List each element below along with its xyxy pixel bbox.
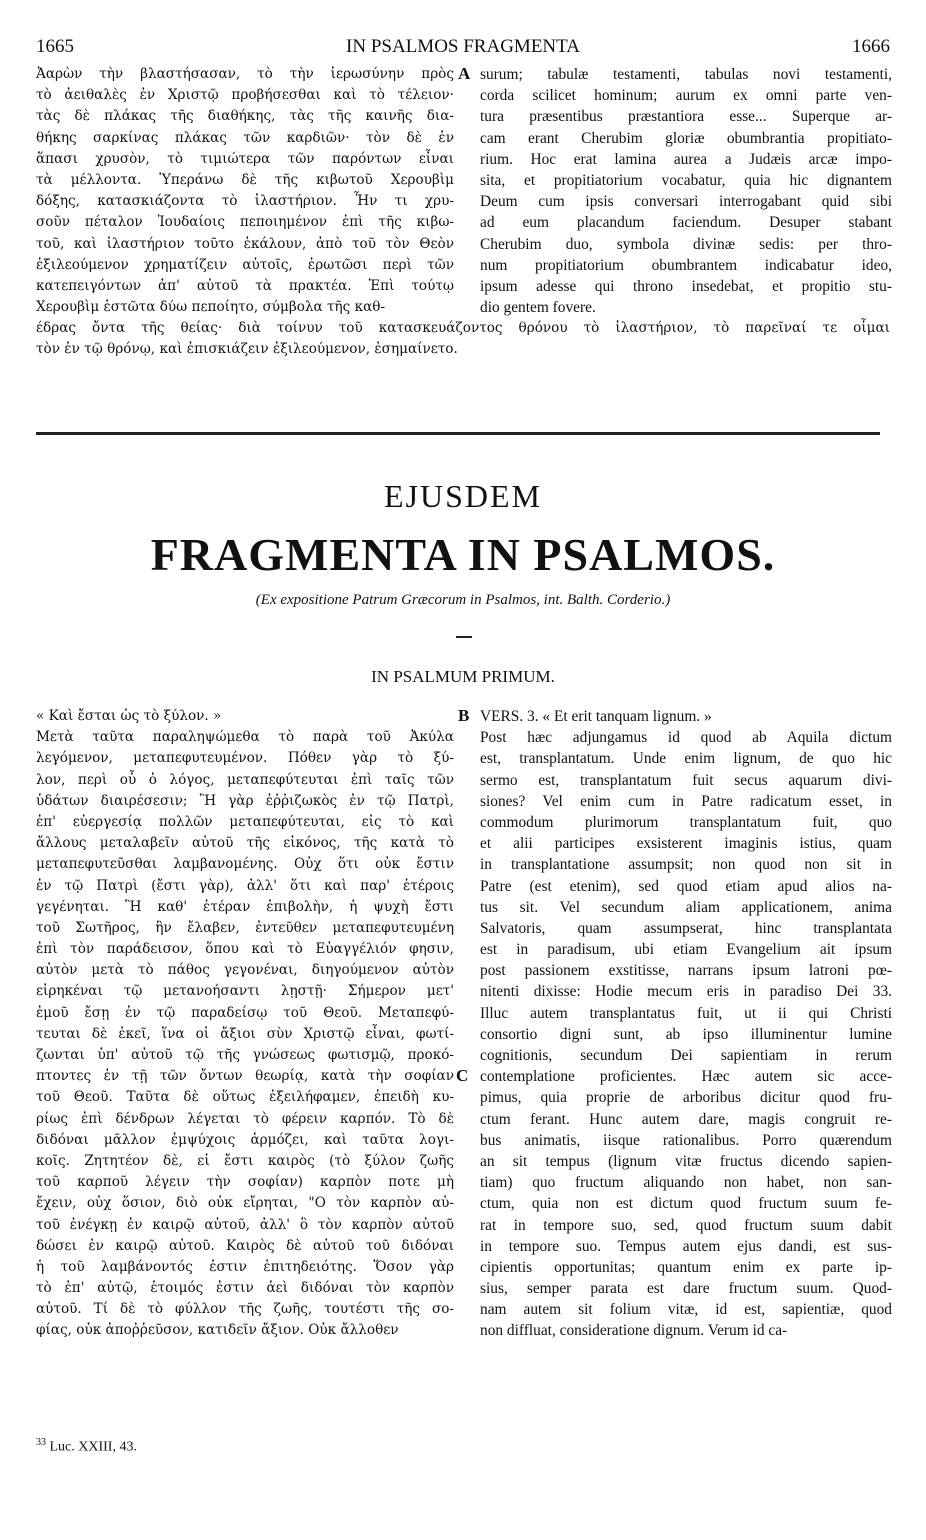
text-line: in tempore suo. Tempus autem ejus dandi, est sus- xyxy=(480,1237,892,1255)
text-line: in transplantatione assumpsit; non quod non sit in xyxy=(480,856,892,874)
text-line: τὰς δὲ πλάκας τῆς διαθήκης, τὰς τῆς καινῆς δια- xyxy=(36,108,454,125)
margin-marker-a: A xyxy=(458,64,471,83)
text-line: τευται δὲ ἐκεῖ, ἵνα οἱ ἄξιοι σὺν Χριστῷ εἶναι, φωτί- xyxy=(36,1025,454,1042)
text-line: φίας, οὐκ ἀποῤῥεῦσον, κατιδεῖν ἄξιον. Οὐκ ἄλλοθεν xyxy=(36,1322,399,1339)
text-line: non diffluat, consideratione dignum. Verum id ca- xyxy=(480,1322,788,1340)
text-line: VERS. 3. « Et erit tanquam lignum. » xyxy=(480,708,712,725)
text-line: ἐν τῷ Πατρὶ (ἔστι γὰρ), ἀλλ' ὅτι καὶ παρ' ἑτέροις xyxy=(36,877,454,894)
text-line: ad eum placandum faciendum. Desuper stabant xyxy=(480,214,892,232)
text-line: λεγόμενον, μεταπεφυτευμένον. Πόθεν γὰρ τὸ ξύ- xyxy=(36,750,454,767)
text-line: μεταπεφυτεῦσθαι λαμβανομένης. Οὐχ ὅτι οὐκ ἔστιν xyxy=(36,856,454,873)
text-line: σοῦν πέταλον Ἰουδαίοις πεποιημένον ἐπὶ τῆς κιβω- xyxy=(36,214,454,231)
top-greek-column xyxy=(36,64,454,318)
text-line: consortio digni sunt, ab ipso illuminentur lumine xyxy=(480,1025,892,1043)
text-line: sita, et propitiatorium vocabatur, quia hic dignantem xyxy=(480,171,892,189)
text-line: τὸ ἀειθαλὲς ἐν Χριστῷ προβήσεσθαι καὶ τὸ τέλειον· xyxy=(36,87,454,104)
main-greek-column xyxy=(36,706,454,1342)
text-line: τοῦ, καὶ ἱλαστήριον τοῦτο ἐκάλουν, ἀπὸ τοῦ τὸν Θεὸν xyxy=(36,235,454,252)
text-line: ζωνται ὑπ' αὐτοῦ τῷ τῆς γνώσεως φωτισμῷ, προκό- xyxy=(36,1047,454,1063)
short-divider xyxy=(456,636,472,638)
text-line: ctum ferant. Hunc autem dare, magis congruit re- xyxy=(480,1110,892,1128)
text-line: τὸν ἐν τῷ θρόνῳ, καὶ ἐπισκιάζειν ἐξιλεούμενον, ἐσημαίνετο. xyxy=(36,341,458,358)
text-line: ἔχειν, οὐχ ὅσιον, διὸ οὐκ εἴρηται, "Ο τὸν καρπὸν αὐ- xyxy=(36,1195,454,1212)
text-line: ἡ τοῦ λαμβάνοντός ἐστιν ἐπιτηδειότης. Ὅσον γὰρ xyxy=(36,1258,454,1275)
title-fragmenta: FRAGMENTA IN PSALMOS. xyxy=(150,529,776,580)
text-line: ἅπασι χρυσὸν, τὸ τιμιώτερα τῶν παρόντων εἶναι xyxy=(36,150,454,167)
text-line: ἐμοῦ ἔσῃ ἐν τῷ παραδείσῳ τοῦ Θεοῦ. Μεταπεφύ- xyxy=(36,1004,454,1021)
text-line: Salvatoris, quam assumpserat, hinc transplantata xyxy=(480,919,892,937)
text-line: cipientis opportunitas; quantum enim ex parte ip- xyxy=(480,1258,892,1276)
text-line: τοῦ Σωτῆρος, ἣν ἔλαβεν, ἐντεῦθεν μεταπεφυτευμένη xyxy=(36,919,454,936)
text-line: κατεπειγόντων ἀπ' αὐτοῦ τὰ πρακτέα. Ἐπὶ τούτῳ xyxy=(36,277,454,294)
text-line: τὸ ἐπ' αὐτῷ, ἑτοιμός ἐστιν ἀεὶ διδόναι τὸν καρπὸν xyxy=(36,1280,454,1297)
text-line: γεγένηται. Ἢ καθ' ἑτέραν ἐπιβολὴν, ἡ ψυχὴ ἔστι xyxy=(36,898,454,915)
footnote xyxy=(36,1437,137,1456)
text-line: et alii participes exsisterent imaginis istius, quam xyxy=(480,835,892,853)
text-line: Μετὰ ταῦτα παραληψώμεθα τὸ παρὰ τοῦ Ἀκύλα xyxy=(36,729,454,746)
text-line: sius, semper parata est dare fructum suum. Quod- xyxy=(480,1280,892,1298)
page-header xyxy=(36,36,890,60)
text-line: nitenti dixisse: Hodie mecum eris in paradiso Dei 33. xyxy=(480,983,892,1001)
text-line: κοῖς. Ζητητέον δὲ, εἰ ἔστι καιρὸς (τὸ ξύλον ζωῆς xyxy=(36,1152,454,1169)
text-line: cam erant Cherubim gloriæ obumbrantia propitiato- xyxy=(480,129,892,147)
top-latin-column xyxy=(480,64,892,318)
text-line: ἐπ' εὐεργεσίᾳ πολλῶν μεταπεφύτευται, εἰς τὸ καὶ xyxy=(36,813,454,830)
text-line: τοῦ Θεοῦ. Ταῦτα δὲ οὕτως ἐξειλήφαμεν, ἐπειδὴ κυ- xyxy=(36,1089,454,1106)
text-line: διδόναι μᾶλλον ἐμψύχοις ἁρμόζει, καὶ ταῦτα λογι- xyxy=(36,1131,454,1148)
text-line: dio gentem fovere. xyxy=(480,299,596,317)
text-line: bus animatis, iisque rationalibus. Porro quærendum xyxy=(480,1131,892,1149)
text-line: ctum, quia non est dictum quod fructum suum fe- xyxy=(480,1195,892,1213)
text-line: θήκης σαρκίνας πλάκας τῶν καρδιῶν· τὸν δὲ ἐν xyxy=(36,129,454,146)
text-line: ἄλλους μεταλαβεῖν αὐτοῦ τῆς εἰκόνος, τῆς κατὰ τὸ xyxy=(36,835,454,852)
text-line: rium. Hoc erat lamina aurea a Judæis arcæ impo- xyxy=(480,150,892,168)
text-line: post passionem exstitisse, narrans ipsum latroni pœ- xyxy=(480,962,892,980)
text-line: τοῦ καρποῦ λέγειν τὴν σοφίαν) καρπὸν ποτε μὴ xyxy=(36,1174,454,1191)
text-line: corda scilicet hominum; aurum ex omni parte ven- xyxy=(480,87,892,105)
text-line: commodum plurimorum transplantatum fuit, quo xyxy=(480,813,892,831)
text-line: surum; tabulæ testamenti, tabulas novi testamenti, xyxy=(480,66,892,83)
subtitle: (Ex expositione Patrum Græcorum in Psalmos, int. Balth. Corderio.) xyxy=(255,592,671,608)
text-line: Χερουβὶμ ἑστῶτα δύω πεποίητο, σύμβολα τῆς καθ- xyxy=(36,299,386,316)
footnote-mark: 33 xyxy=(36,1437,46,1448)
text-line: Post hæc adjungamus id quod ab Aquila dictum xyxy=(480,729,892,747)
text-line: ρίως ἐπὶ δένδρων λέγεται τὸ φέρειν καρπόν. Τὸ δὲ xyxy=(36,1110,454,1127)
text-line: αὐτὸν μετὰ τὸ πάθος γεγονέναι, διηγούμενον αὐτὸν xyxy=(36,962,454,979)
text-line: Deum cum ipsis conversari interrogabant quid sibi xyxy=(480,193,892,211)
text-line: έδρας ὄντα τῆς θείας· διὰ τοίνυν τοῦ κατασκευάζοντος θρόνου τὸ ἱλαστήριον, τὸ παρεῖναί τε οἷμαι xyxy=(36,320,890,336)
text-line: « Καὶ ἔσται ὡς τὸ ξύλον. » xyxy=(36,708,222,724)
text-line: αὐτοῦ. Τί δὲ τὸ φύλλον τῆς ζωῆς, τουτέστι τῆς σο- xyxy=(36,1301,454,1318)
text-line: ipsum adesse qui throno insedebat, et propitio stu- xyxy=(480,277,892,295)
text-line: rat in tempore suo, sed, quod fructum suum dabit xyxy=(480,1216,892,1234)
text-line: cognitionis, secundum Dei sapientiam in rerum xyxy=(480,1047,892,1064)
text-line: Illuc autem transplantatus fuit, ut ii qui Christi xyxy=(480,1004,892,1022)
section-heading: IN PSALMUM PRIMUM. xyxy=(371,667,555,686)
text-line: Cherubim duo, symbola divinæ sedis: per thro- xyxy=(480,235,892,253)
text-line: δόξης, κατασκιάζοντα τὸ ἱλαστήριον. Ἦν τι χρυ- xyxy=(36,193,454,210)
text-line: tiam) quo fructum aliquando non habet, non san- xyxy=(480,1174,892,1192)
text-line: tura præsentibus præstantiora esse... Superque ar- xyxy=(480,108,892,126)
title-ejusdem: EJUSDEM xyxy=(383,478,542,514)
text-line: ἐπὶ τὸν παράδεισον, ὅπου καὶ τὸ Εὐαγγέλιόν φησιν, xyxy=(36,941,454,958)
text-line: τὰ μέλλοντα. Ὑπεράνω δὲ τῆς κιβωτοῦ Χερουβὶμ xyxy=(36,171,454,188)
text-line: nam autem sit folium vitæ, id est, sapientiæ, quod xyxy=(480,1301,892,1319)
text-line: an sit tempus (lignum vitæ fructus dicendo sapien- xyxy=(480,1152,892,1170)
text-line: est, transplantatum. Unde enim lignum, de quo hic xyxy=(480,750,892,768)
top-wide-text xyxy=(36,318,890,360)
text-line: τοῦ ἐνέγκῃ ἐν καιρῷ αὐτοῦ, ἀλλ' ὃ τὸν καρπὸν αὐτοῦ xyxy=(36,1216,454,1233)
text-line: λον, περὶ οὗ ὁ λόγος, μεταπεφύτευται ἐπὶ ταῖς τῶν xyxy=(36,771,454,788)
running-title: IN PSALMOS FRAGMENTA xyxy=(346,36,580,57)
text-line: siones? Vel enim cum in Patre radicatum esset, in xyxy=(480,792,892,810)
page-number-left: 1665 xyxy=(36,36,74,57)
text-line: est in paradisum, ubi etiam Evangelium ait ipsum xyxy=(480,941,892,959)
text-line: tus sit. Vel secundum aliam applicationem, anima xyxy=(480,898,892,916)
section-divider xyxy=(36,432,880,435)
text-line: δώσει ἐν καιρῷ αὐτοῦ. Καιρὸς δὲ αὐτοῦ τοῦ διδόναι xyxy=(36,1237,454,1254)
text-line: Patre (est etenim), sed quod etiam apud alios na- xyxy=(480,877,892,895)
text-line: πτοντες ἐν τῇ τῶν ὄντων θεωρίᾳ, κατὰ τὴν σοφίαν xyxy=(36,1068,454,1085)
text-line: Ἀαρὼν τὴν βλαστήσασαν, τὸ τὴν ἱερωσύνην πρὸς xyxy=(36,66,454,82)
margin-marker-c: C xyxy=(456,1066,469,1085)
text-line: num propitiatorium obumbrantem indicabatur ideo, xyxy=(480,256,892,274)
page-number-right: 1666 xyxy=(852,36,890,57)
text-line: εἰρηκέναι τῷ μετανοήσαντι λῃστῇ· Σήμερον μετ' xyxy=(36,983,454,1000)
text-line: ὑδάτων διαιρέσεσιν; Ἢ γὰρ ἐῤῥιζωκὸς ἐν τῷ Πατρὶ, xyxy=(36,792,454,809)
margin-marker-b: B xyxy=(458,706,470,725)
main-latin-column xyxy=(480,706,892,1342)
text-line: ἐξιλεούμενον χρηματίζειν αὐτοῖς, ἐρωτῶσι περὶ τῶν xyxy=(36,256,454,273)
text-line: contemplatione proficientes. Hæc autem sic acce- xyxy=(480,1068,892,1086)
text-line: pimus, quia proprie de arboribus dicitur quod fru- xyxy=(480,1089,892,1107)
text-line: sermo est, transplantatum fuit secus aquarum divi- xyxy=(480,771,892,789)
footnote-text: Luc. XXIII, 43. xyxy=(49,1439,137,1455)
